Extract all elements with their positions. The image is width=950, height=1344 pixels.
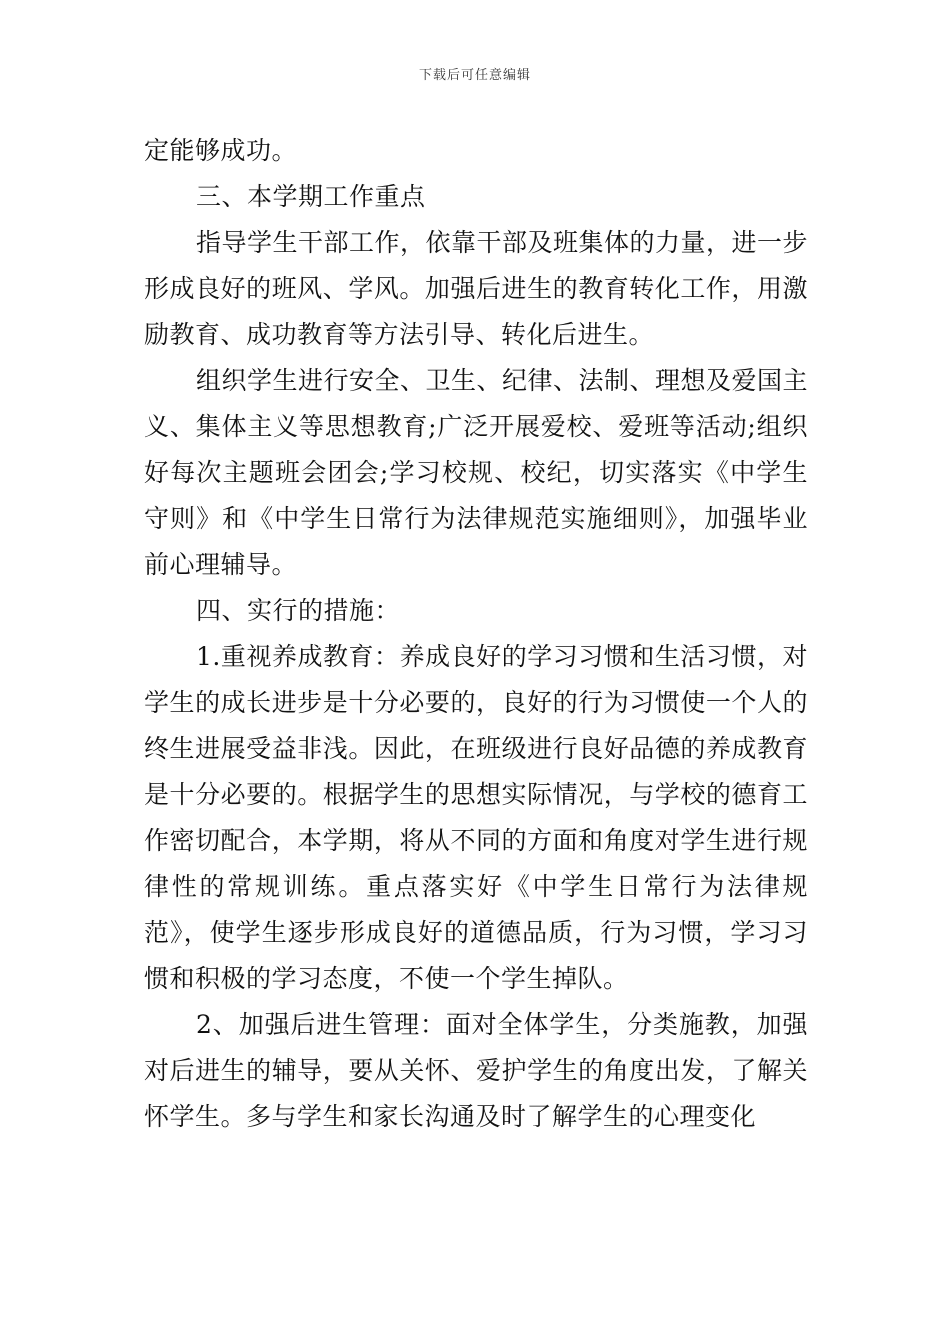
document-body	[144, 128, 808, 1140]
list-item-paragraph: 2、加强后进生管理：面对全体学生，分类施教，加强对后进生的辅导，要从关怀、爱护学生的角度出发，了解关怀学生。多与学生和家长沟通及时了解学生的心理变化	[144, 1010, 808, 1131]
section-heading-three: 三、本学期工作重点	[196, 182, 426, 211]
page-header: 下载后可任意编辑	[418, 68, 531, 83]
section-heading-four: 四、实行的措施：	[196, 596, 401, 625]
list-item-paragraph: 1.重视养成教育：养成良好的学习习惯和生活习惯，对学生的成长进步是十分必要的，良好的行为习惯使一个人的终生进展受益非浅。因此，在班级进行良好品德的养成教育是十分必要的。根据学生的思想实际情况，与学校的德育工作密切配合，本学期，将从不同的方面和角度对学生进行规律性的常规训练。重点落实好《中学生日常行为法律规范》，使学生逐步形成良好的道德品质，行为习惯，学习习惯和积极的学习态度，不使一个学生掉队。	[144, 642, 808, 993]
paragraph: 组织学生进行安全、卫生、纪律、法制、理想及爱国主义、集体主义等思想教育;广泛开展爱校、爱班等活动;组织好每次主题班会团会;学习校规、校纪，切实落实《中学生守则》和《中学生日常行为法律规范实施细则》，加强毕业前心理辅导。	[144, 366, 809, 579]
paragraph: 指导学生干部工作，依靠干部及班集体的力量，进一步形成良好的班风、学风。加强后进生的教育转化工作，用激励教育、成功教育等方法引导、转化后进生。	[144, 228, 809, 349]
paragraph-continuation: 定能够成功。	[144, 136, 298, 165]
